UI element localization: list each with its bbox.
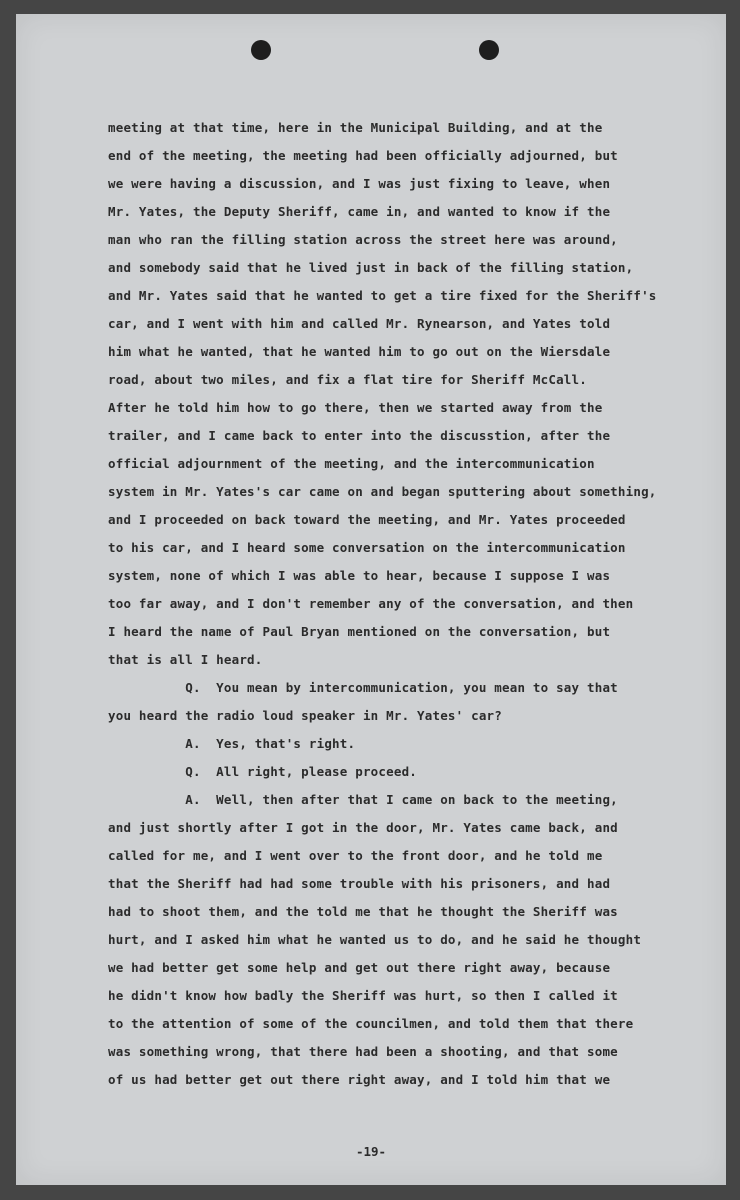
text-line: I heard the name of Paul Bryan mentioned on the conversation, but [108,624,611,639]
text-line: car, and I went with him and called Mr. Rynearson, and Yates told [108,316,611,331]
text-line: we were having a discussion, and I was just fixing to leave, when [108,176,611,191]
text-line: Mr. Yates, the Deputy Sheriff, came in, and wanted to know if the [108,204,611,219]
text-line: system in Mr. Yates's car came on and began sputtering about something, [108,484,657,499]
document-page [16,14,726,1185]
answer-line: A. Well, then after that I came on back to the meeting, [108,792,618,807]
text-line: and I proceeded on back toward the meeting, and Mr. Yates proceeded [108,512,626,527]
punch-hole-right [479,40,499,60]
text-line: called for me, and I went over to the front door, and he told me [108,848,603,863]
punch-hole-left [251,40,271,60]
text-line: of us had better get out there right away, and I told him that we [108,1072,611,1087]
text-line: had to shoot them, and the told me that he thought the Sheriff was [108,904,618,919]
text-line: end of the meeting, the meeting had been officially adjourned, but [108,148,618,163]
text-line: meeting at that time, here in the Municipal Building, and at the [108,120,603,135]
text-line: and just shortly after I got in the door, Mr. Yates came back, and [108,820,618,835]
text-line: road, about two miles, and fix a flat tire for Sheriff McCall. [108,372,587,387]
text-line: too far away, and I don't remember any of the conversation, and then [108,596,634,611]
text-line: and Mr. Yates said that he wanted to get a tire fixed for the Sheriff's [108,288,657,303]
text-line: After he told him how to go there, then we started away from the [108,400,603,415]
text-line: that the Sheriff had had some trouble with his prisoners, and had [108,876,611,891]
text-line: that is all I heard. [108,652,263,667]
text-line: man who ran the filling station across the street here was around, [108,232,618,247]
answer-line: A. Yes, that's right. [108,736,356,751]
text-line: was something wrong, that there had been a shooting, and that some [108,1044,618,1059]
question-line: Q. All right, please proceed. [108,764,418,779]
text-line: we had better get some help and get out there right away, because [108,960,611,975]
text-line: you heard the radio loud speaker in Mr. Yates' car? [108,708,503,723]
text-line: he didn't know how badly the Sheriff was hurt, so then I called it [108,988,618,1003]
text-line: system, none of which I was able to hear, because I suppose I was [108,568,611,583]
page-number: -19- [355,1144,387,1159]
question-line: Q. You mean by intercommunication, you mean to say that [108,680,618,695]
text-line: him what he wanted, that he wanted him to go out on the Wiersdale [108,344,611,359]
text-line: trailer, and I came back to enter into the discusstion, after the [108,428,611,443]
text-line: and somebody said that he lived just in back of the filling station, [108,260,634,275]
text-line: hurt, and I asked him what he wanted us to do, and he said he thought [108,932,642,947]
text-line: to his car, and I heard some conversation on the intercommunication [108,540,626,555]
text-line: official adjournment of the meeting, and the intercommunication [108,456,595,471]
text-line: to the attention of some of the councilmen, and told them that there [108,1016,634,1031]
